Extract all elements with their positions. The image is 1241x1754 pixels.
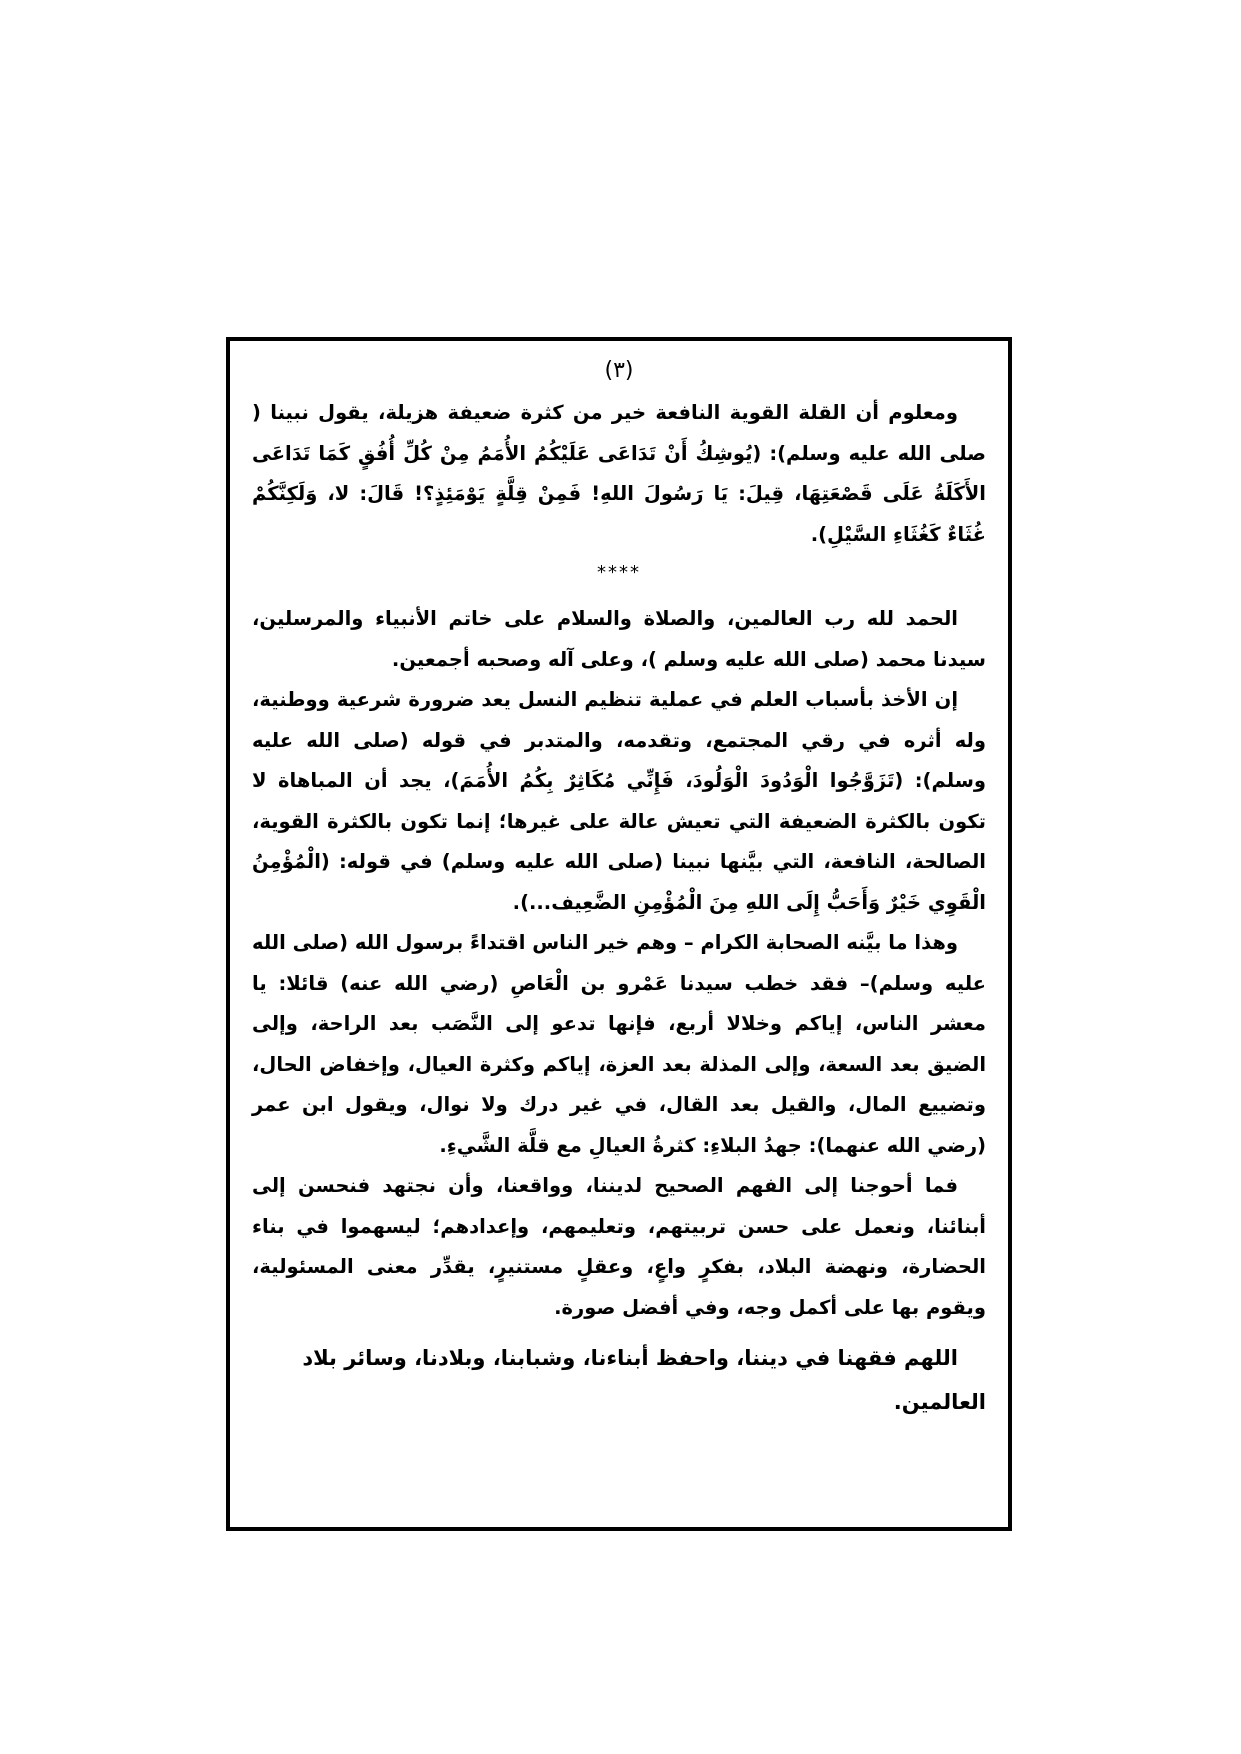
section-separator: **** xyxy=(597,562,641,583)
paragraph-hadith-quality: ومعلوم أن القلة القوية النافعة خير من كثرة ضعيفة هزيلة، يقول نبينا ( صلى الله عليه وسلم): (يُوشِكُ أَنْ تَدَاعَى عَلَيْكُمُ الأُمَمُ مِنْ كُلِّ أُفُقٍ كَمَا تَدَاعَى الأَكَلَةُ عَلَى قَصْعَتِهَا، قِيلَ: يَا رَسُولَ اللهِ! فَمِنْ قِلَّةٍ يَوْمَئِذٍ؟! قَالَ: لا، وَلَكِنَّكُمْ غُثَاءٌ كَغُثَاءِ السَّيْلِ). xyxy=(252,401,986,546)
page-number: (٣) xyxy=(604,358,634,383)
paragraph-family-planning: إن الأخذ بأسباب العلم في عملية تنظيم النسل يعد ضرورة شرعية ووطنية، وله أثره في رقي المجتمع، وتقدمه، والمتدبر في قوله (صلى الله عليه وسلم): (تَزَوَّجُوا الْوَدُودَ الْوَلُودَ، فَإِنِّي مُكَاثِرٌ بِكُمُ الأُمَمَ)، يجد أن المباهاة لا تكون بالكثرة الضعيفة التي تعيش عالة على غيرها؛ إنما تكون بالكثرة القوية، الصالحة، النافعة، التي بيَّنها نبينا (صلى الله عليه وسلم) في قوله: (الْمُؤْمِنُ الْقَوِي خَيْرٌ وَأَحَبُّ إِلَى اللهِ مِنَ الْمُؤْمِنِ الضَّعِيف...). xyxy=(252,688,986,914)
page-frame xyxy=(226,337,1012,1531)
paragraph-conclusion: فما أحوجنا إلى الفهم الصحيح لديننا، وواقعنا، وأن نجتهد فنحسن إلى أبنائنا، ونعمل على حسن تربيتهم، وتعليمهم، وإعدادهم؛ ليسهموا في بناء الحضارة، ونهضة البلاد، بفكرٍ واعٍ، وعقلٍ مستنيرٍ، يقدِّر معنى المسئولية، ويقوم بها على أكمل وجه، وفي أفضل صورة. xyxy=(252,1174,986,1319)
paragraph-companions: وهذا ما بيَّنه الصحابة الكرام – وهم خير الناس اقتداءً برسول الله (صلى الله عليه وسلم)– فقد خطب سيدنا عَمْرو بن الْعَاصِ (رضي الله عنه) قائلا: يا معشر الناس، إياكم وخلالا أربع، فإنها تدعو إلى النَّصَب بعد الراحة، وإلى الضيق بعد السعة، وإلى المذلة بعد العزة، إياكم وكثرة العيال، وإخفاض الحال، وتضييع المال، والقيل بعد القال، في غير درك ولا نوال، ويقول ابن عمر (رضي الله عنهما): جهدُ البلاءِ: كثرةُ العيالِ مع قلَّة الشَّيءِ. xyxy=(252,931,986,1157)
paragraph-praise: الحمد لله رب العالمين، والصلاة والسلام على خاتم الأنبياء والمرسلين، سيدنا محمد (صلى الله عليه وسلم )، وعلى آله وصحبه أجمعين. xyxy=(252,607,986,671)
closing-prayer: اللهم فقهنا في ديننا، واحفظ أبناءنا، وشبابنا، وبلادنا، وسائر بلاد العالمين. xyxy=(302,1346,986,1414)
